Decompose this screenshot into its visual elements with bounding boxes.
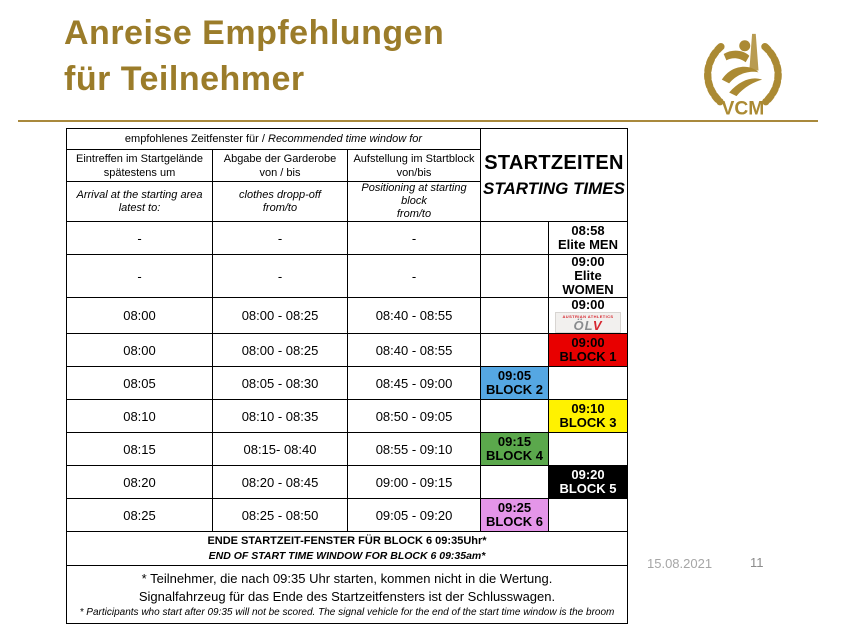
header-row-top xyxy=(67,129,628,150)
table-row-olv xyxy=(67,298,628,334)
footnote-cell xyxy=(67,566,628,624)
start-cell-block2: 09:05 BLOCK 2 xyxy=(481,367,549,400)
table-row-block6 xyxy=(67,499,628,532)
page-title-line1: Anreise Empfehlungen xyxy=(64,14,445,52)
arrival-cell: 08:05 xyxy=(67,367,213,400)
positioning-cell: - xyxy=(348,222,481,255)
page-title xyxy=(64,10,444,102)
positioning-cell: 08:55 - 09:10 xyxy=(348,433,481,466)
table-row-block4 xyxy=(67,433,628,466)
table-row-block1 xyxy=(67,334,628,367)
positioning-cell: 08:40 - 08:55 xyxy=(348,334,481,367)
positioning-cell: 08:45 - 09:00 xyxy=(348,367,481,400)
block-spacer-cell xyxy=(481,298,549,334)
start-cell-elite-women: 09:00 Elite WOMEN xyxy=(549,255,628,298)
olv-logo xyxy=(555,312,621,333)
footer-date: 15.08.2021 xyxy=(647,556,713,571)
header-time-window-en: Recommended time window for xyxy=(268,133,423,145)
table-row-block3 xyxy=(67,400,628,433)
block-spacer-cell xyxy=(549,499,628,532)
footnote-row xyxy=(67,566,628,624)
block-spacer-cell xyxy=(549,433,628,466)
wardrobe-cell: 08:20 - 08:45 xyxy=(213,466,348,499)
start-cell-block6: 09:25 BLOCK 6 xyxy=(481,499,549,532)
footer-page-number: 11 xyxy=(750,555,764,570)
positioning-cell: - xyxy=(348,255,481,298)
start-cell-olv: 09:00 AUSTRIAN ATHLETICS ÖLV xyxy=(549,298,628,334)
arrival-cell: 08:25 xyxy=(67,499,213,532)
ende-cell xyxy=(67,532,628,566)
start-cell-elite-men: 08:58 Elite MEN xyxy=(549,222,628,255)
positioning-cell: 09:05 - 09:20 xyxy=(348,499,481,532)
header-arrival-en: Arrival at the starting area latest to: xyxy=(67,182,213,222)
wardrobe-cell: - xyxy=(213,255,348,298)
start-cell-block5: 09:20 BLOCK 5 xyxy=(549,466,628,499)
header-time-window-de: empfohlenes Zeitfenster für / xyxy=(124,133,268,145)
arrival-cell: - xyxy=(67,222,213,255)
block-spacer-cell xyxy=(549,367,628,400)
start-cell-block3: 09:10 BLOCK 3 xyxy=(549,400,628,433)
wardrobe-cell: 08:10 - 08:35 xyxy=(213,400,348,433)
arrival-cell: - xyxy=(67,255,213,298)
positioning-cell: 08:40 - 08:55 xyxy=(348,298,481,334)
arrival-cell: 08:15 xyxy=(67,433,213,466)
table-row-block5 xyxy=(67,466,628,499)
wardrobe-cell: - xyxy=(213,222,348,255)
header-wardrobe-de: Abgabe der Garderobe von / bis xyxy=(213,150,348,182)
header-positioning-en: Positioning at starting block from/to xyxy=(348,182,481,222)
wardrobe-cell: 08:00 - 08:25 xyxy=(213,334,348,367)
startzeiten-en: STARTING TIMES xyxy=(483,178,625,198)
header-arrival-de: Eintreffen im Startgelände spätestens um xyxy=(67,150,213,182)
header-time-window xyxy=(67,129,481,150)
block-spacer-cell xyxy=(481,255,549,298)
header-wardrobe-en: clothes dropp-off from/to xyxy=(213,182,348,222)
block-spacer-cell xyxy=(481,400,549,433)
wardrobe-cell: 08:15- 08:40 xyxy=(213,433,348,466)
header-positioning-de: Aufstellung im Startblock von/bis xyxy=(348,150,481,182)
wardrobe-cell: 08:25 - 08:50 xyxy=(213,499,348,532)
start-cell-block4: 09:15 BLOCK 4 xyxy=(481,433,549,466)
block-spacer-cell xyxy=(481,334,549,367)
arrival-cell: 08:00 xyxy=(67,298,213,334)
header-startzeiten xyxy=(481,129,628,222)
ende-row xyxy=(67,532,628,566)
olv-logo-main-text: ÖLV xyxy=(573,318,603,333)
positioning-cell: 08:50 - 09:05 xyxy=(348,400,481,433)
block-spacer-cell xyxy=(481,466,549,499)
vcm-logo xyxy=(696,32,788,120)
start-cell-block1: 09:00 BLOCK 1 xyxy=(549,334,628,367)
block-spacer-cell xyxy=(481,222,549,255)
ende-de: ENDE STARTZEIT-FENSTER FÜR BLOCK 6 09:35Uhr* xyxy=(207,535,487,547)
gold-divider xyxy=(18,120,818,122)
schedule-table xyxy=(66,128,628,624)
vcm-logo-graphic xyxy=(696,32,788,120)
arrival-cell: 08:10 xyxy=(67,400,213,433)
table-row-elite-men xyxy=(67,222,628,255)
vcm-logo-text: VCM xyxy=(721,98,765,120)
footnote-de2: Signalfahrzeug für das Ende des Startzeitfensters ist der Schlusswagen. xyxy=(138,588,556,604)
wardrobe-cell: 08:05 - 08:30 xyxy=(213,367,348,400)
footnote-en: * Participants who start after 09:35 will not be scored. The signal vehicle for the end of the start time window is the broom xyxy=(79,606,615,618)
arrival-cell: 08:20 xyxy=(67,466,213,499)
olv-logo-top-text: AUSTRIAN ATHLETICS xyxy=(562,314,614,319)
table-row-block2 xyxy=(67,367,628,400)
arrival-cell: 08:00 xyxy=(67,334,213,367)
startzeiten-de: STARTZEITEN xyxy=(484,151,624,174)
ende-en: END OF START TIME WINDOW FOR BLOCK 6 09:35am* xyxy=(208,550,486,562)
page-title-line2: für Teilnehmer xyxy=(64,60,305,98)
footnote-de1: * Teilnehmer, die nach 09:35 Uhr starten, kommen nicht in die Wertung. xyxy=(141,570,553,586)
wardrobe-cell: 08:00 - 08:25 xyxy=(213,298,348,334)
table-row-elite-women xyxy=(67,255,628,298)
positioning-cell: 09:00 - 09:15 xyxy=(348,466,481,499)
